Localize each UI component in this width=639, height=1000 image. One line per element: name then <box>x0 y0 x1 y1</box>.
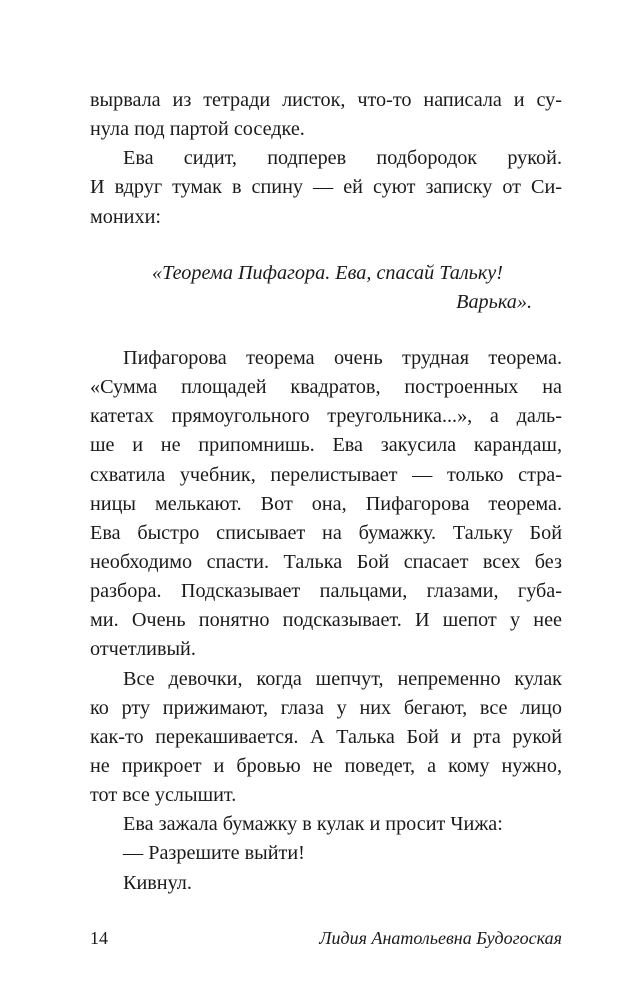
text-line: тот все услышит. <box>90 784 237 807</box>
text-line: вырвала из тетради листок, что-то написала и су- <box>90 89 562 111</box>
body-text <box>90 86 562 898</box>
text-line: схватила учебник, перелистывает — только стра- <box>90 463 562 486</box>
running-footer-author: Лидия Анатольевна Будогоская <box>319 928 562 948</box>
text-line: необходимо спасти. Талька Бой спасает всех без <box>90 550 562 573</box>
text-line: как-то перекашивается. А Талька Бой и рта рукой <box>90 725 562 748</box>
spacer <box>90 232 562 259</box>
text-line: ми. Очень понятно подсказывает. И шепот у нее <box>90 609 562 632</box>
text-line: Кивнул. <box>123 871 192 894</box>
text-line: ко рту прижимают, глаза у них бегают, все лицо <box>90 696 562 719</box>
note-quote <box>90 259 562 317</box>
page-footer <box>90 925 562 951</box>
text-line: катетах прямоугольного треугольника...», а даль- <box>90 405 562 428</box>
spacer <box>90 317 562 344</box>
text-line: Все девочки, когда шепчут, непременно кулак <box>123 667 562 690</box>
page-number: 14 <box>90 928 108 948</box>
text-line: «Сумма площадей квадратов, построенных на <box>90 376 562 399</box>
text-line: ницы мелькают. Вот она, Пифагорова теорема. <box>90 492 562 515</box>
text-line: Пифагорова теорема очень трудная теорема. <box>123 346 562 369</box>
text-line: И вдруг тумак в спину — ей суют записку от Си- <box>90 176 562 199</box>
text-line: разбора. Подсказывает пальцами, глазами, губа- <box>90 580 562 603</box>
text-line: ше и не припомнишь. Ева закусила карандаш, <box>90 434 562 457</box>
text-line: Ева зажала бумажку в кулак и просит Чижа: <box>123 813 503 836</box>
text-line: нула под партой соседке. <box>90 118 305 141</box>
text-line: Ева быстро списывает на бумажку. Тальку Бой <box>90 521 562 544</box>
text-line: отчетливый. <box>90 638 196 661</box>
dialogue-line: — Разрешите выйти! <box>123 842 305 865</box>
note-signature: Варька». <box>456 290 532 313</box>
text-line: Ева сидит, подперев подбородок рукой. <box>123 147 562 170</box>
note-text: «Теорема Пифагора. Ева, спасай Тальку! <box>152 261 503 284</box>
text-line: не прикроет и бровью не поведет, а кому нужно, <box>90 754 562 777</box>
text-line: монихи: <box>90 205 161 228</box>
